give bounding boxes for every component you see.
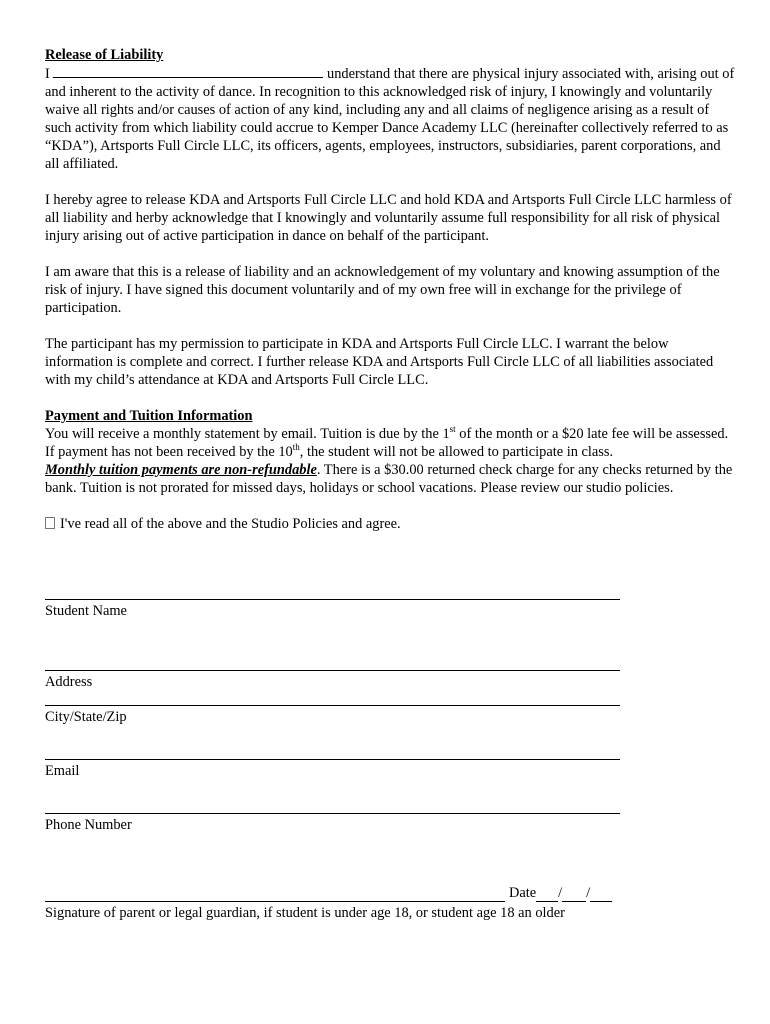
email-label: Email [45,763,80,779]
date-year-blank[interactable] [590,887,612,902]
release-paragraph-4: The participant has my permission to participate in KDA and Artsports Full Circle LLC. I warrant the below information is complete and correct. I further release KDA and Artsports Full Circle LLC of all liabilities associated with my child’s attendance at KDA and Artsports Full Circle LLC. [45,336,714,388]
payment-text-1: You will receive a monthly statement by email. Tuition is due by the 1 [45,426,450,442]
phone-label: Phone Number [45,817,132,833]
student-name-field[interactable] [45,585,620,620]
release-paragraph-1 [45,64,735,173]
release-paragraph-2: I hereby agree to release KDA and Artsports Full Circle LLC and hold KDA and Artsports Full Circle LLC harmless of all liability and herby acknowledge that I knowingly and voluntarily assume full responsibility for all risk of physical injury arising out of active participation in dance on behalf of the participant. [45,192,732,244]
signature-row [45,884,625,902]
phone-field[interactable] [45,799,620,834]
agreement-checkbox[interactable] [45,517,55,529]
address-label: Address [45,674,93,690]
city-state-zip-line[interactable] [45,705,620,706]
non-refundable-notice: Monthly tuition payments are non-refundable [45,462,317,478]
email-field[interactable] [45,745,620,780]
participant-name-blank[interactable] [53,64,323,78]
release-paragraph-3: I am aware that this is a release of liability and an acknowledgement of my voluntary and knowing assumption of the risk of injury. I have signed this document voluntarily and of my own free will in exchange for the privilege of participation. [45,264,720,316]
date-separator-1: / [558,885,563,901]
ordinal-st: st [449,424,456,435]
date-label: Date [509,885,537,901]
date-separator-2: / [586,885,591,901]
payment-heading: Payment and Tuition Information [45,408,253,424]
date-day-blank[interactable] [562,887,586,902]
document-body [45,46,735,533]
release-p1-text: understand that there are physical injury associated with, arising out of and inherent to the activity of dance. In recognition to this acknowledged risk of injury, I knowingly and voluntarily waive all rights and/or causes of action of any kind, including any and all claims of negligence arising as a result of such activity from which liability could accrue to Kemper Dance Academy LLC (hereinafter collectively referred to as “KDA”), Artsports Full Circle LLC, its officers, agents, employees, instructors, subsidiaries, parent corporations, and all affiliated. [45,66,735,172]
agreement-row [45,515,735,533]
address-line[interactable] [45,670,620,671]
email-line[interactable] [45,759,620,760]
release-p1-start: I [45,66,50,82]
signature-line[interactable] [45,887,505,902]
address-field[interactable] [45,656,620,691]
city-state-zip-label: City/State/Zip [45,709,127,725]
city-state-zip-field[interactable] [45,690,620,726]
phone-line[interactable] [45,813,620,814]
release-heading: Release of Liability [45,47,164,63]
student-name-line[interactable] [45,599,620,600]
student-name-label: Student Name [45,603,127,619]
date-month-blank[interactable] [536,887,558,902]
payment-text-2: of the month or a $20 late fee will be assessed. If payment has not been received by the 10 [45,426,729,460]
ordinal-th: th [292,442,300,453]
agreement-label: I've read all of the above and the Studio Policies and agree. [60,516,401,532]
payment-text-4: . There is a $30.00 returned check charge for any checks returned by the bank. Tuition is not prorated for missed days, holidays or school vacations. Please review our studio policies. [45,462,733,496]
payment-text-3: , the student will not be allowed to participate in class. [299,444,614,460]
signature-label: Signature of parent or legal guardian, if student is under age 18, or student age 18 an older [45,905,565,921]
payment-paragraph [45,425,735,497]
